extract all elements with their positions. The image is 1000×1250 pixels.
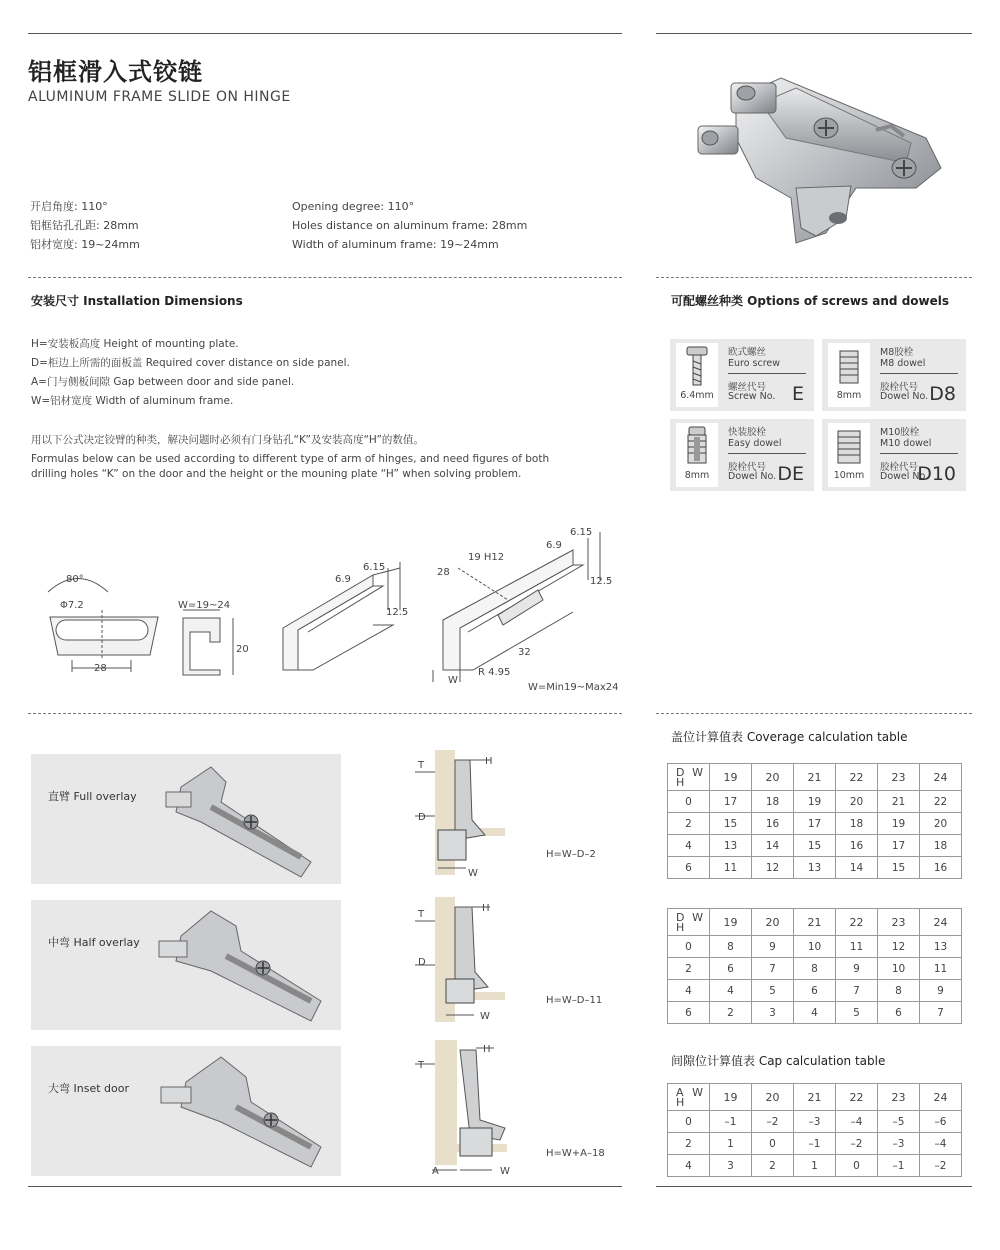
cap-table: [667, 1083, 962, 1177]
table-row: [668, 857, 962, 879]
coverage-table-1: [667, 763, 962, 879]
table-row: [668, 813, 962, 835]
table-cell: 17: [794, 813, 836, 835]
hinge-type-label: 中弯 Half overlay: [48, 936, 140, 949]
table-corner: D W H: [668, 764, 710, 791]
screw-name-en: Easy dowel: [728, 438, 782, 449]
screw-code: D10: [917, 463, 956, 485]
col-header: 20: [752, 764, 794, 791]
table-cell: 7: [752, 958, 794, 980]
screw-card-easy: [670, 419, 814, 491]
screw-code-label-cn: 胶栓代号: [880, 462, 919, 473]
col-header: 22: [836, 764, 878, 791]
col-header: 24: [920, 764, 962, 791]
definitions-list: [31, 335, 350, 411]
table-cell: 19: [794, 791, 836, 813]
dim-radius: R 4.95: [478, 667, 511, 678]
spec-en-holes: Holes distance on aluminum frame: 28mm: [292, 219, 528, 232]
table-cell: 8: [710, 936, 752, 958]
table-cell: 0: [668, 936, 710, 958]
table-cell: 15: [794, 835, 836, 857]
dim-6-9-b: 6.9: [546, 540, 562, 551]
screw-name-cn: 快装胶栓: [728, 427, 767, 438]
table-cell: 8: [878, 980, 920, 1002]
specs-cn: [30, 197, 140, 254]
screw-name-en: M10 dowel: [880, 438, 932, 449]
table-cell: –4: [920, 1133, 962, 1155]
divider: [880, 453, 958, 454]
bottom-rule-left: [28, 1186, 622, 1187]
table-cell: –2: [920, 1155, 962, 1177]
table-cell: 2: [668, 1133, 710, 1155]
dim-6-15-a: 6.15: [363, 562, 386, 573]
dim-32: 32: [518, 647, 531, 658]
table-cell: 17: [710, 791, 752, 813]
dim-h: H: [482, 903, 490, 914]
col-header: 22: [836, 1084, 878, 1111]
divider: [728, 453, 806, 454]
page-title-en: ALUMINUM FRAME SLIDE ON HINGE: [28, 89, 291, 105]
dim-d: D: [418, 812, 426, 823]
screw-code-label-cn: 螺丝代号: [728, 382, 767, 393]
dim-t: T: [418, 1060, 425, 1071]
table-cell: 7: [836, 980, 878, 1002]
table-row: [668, 1155, 962, 1177]
table-row: [668, 791, 962, 813]
table-cell: 14: [836, 857, 878, 879]
screw-code: DE: [777, 463, 804, 485]
screw-size: 6.4mm: [680, 390, 714, 401]
divider: [728, 373, 806, 374]
coverage-heading: 盖位计算值表 Coverage calculation table: [671, 730, 908, 744]
table-cell: 4: [668, 980, 710, 1002]
table-cell: 4: [668, 835, 710, 857]
table-cell: 6: [794, 980, 836, 1002]
table-row: [668, 980, 962, 1002]
table-corner: A W H: [668, 1084, 710, 1111]
cap-heading: 间隙位计算值表 Cap calculation table: [671, 1054, 886, 1068]
col-header: 23: [878, 764, 920, 791]
inset-door-hinge-image: [151, 1052, 336, 1172]
dim-pitch: 28: [94, 663, 107, 674]
screw-code-label-en: Dowel No.: [728, 471, 777, 482]
table-cell: 18: [752, 791, 794, 813]
dim-w: W: [500, 1166, 510, 1177]
dim-6-15-b: 6.15: [570, 527, 593, 538]
col-header: 20: [752, 1084, 794, 1111]
col-header: 19: [710, 909, 752, 936]
table-cell: 13: [710, 835, 752, 857]
separator: [28, 713, 622, 714]
table-cell: 13: [794, 857, 836, 879]
col-header: 19: [710, 764, 752, 791]
table-cell: 6: [878, 1002, 920, 1024]
dim-28: 28: [437, 567, 450, 578]
dim-a: A: [432, 1166, 439, 1177]
table-cell: 8: [794, 958, 836, 980]
table-cell: 20: [836, 791, 878, 813]
dim-w: W: [468, 868, 478, 879]
table-cell: –2: [836, 1133, 878, 1155]
table-cell: 0: [668, 1111, 710, 1133]
table-cell: –6: [920, 1111, 962, 1133]
table-cell: 5: [752, 980, 794, 1002]
table-cell: 2: [668, 813, 710, 835]
hinge-type-full-overlay: [31, 754, 341, 884]
table-cell: 19: [878, 813, 920, 835]
table-cell: 6: [710, 958, 752, 980]
table-cell: 0: [668, 791, 710, 813]
dim-hole: Φ7.2: [60, 600, 84, 611]
formula-half-overlay: H=W–D–11: [546, 995, 603, 1006]
table-cell: –5: [878, 1111, 920, 1133]
note-cn: 用以下公式决定铰臂的种类，解决问题时必须有门身钻孔“K”及安装高度“H”的数值。: [31, 434, 424, 446]
table-cell: 10: [794, 936, 836, 958]
table-cell: –1: [710, 1111, 752, 1133]
dim-w: W: [480, 1011, 490, 1022]
hinge-product-image: [676, 68, 956, 253]
bottom-rule-right: [656, 1186, 972, 1187]
screw-card-euro: [670, 339, 814, 411]
table-cell: 4: [794, 1002, 836, 1024]
table-cell: 0: [836, 1155, 878, 1177]
dim-d: D: [418, 957, 426, 968]
full-overlay-schematic: [410, 750, 620, 885]
table-cell: 22: [920, 791, 962, 813]
table-cell: 3: [710, 1155, 752, 1177]
dim-19-h12: 19 H12: [468, 552, 505, 563]
table-cell: 3: [752, 1002, 794, 1024]
table-cell: 15: [710, 813, 752, 835]
dim-12-5-b: 12.5: [590, 576, 613, 587]
formula-inset-door: H=W+A–18: [546, 1148, 605, 1159]
screw-card-m8: [822, 339, 966, 411]
dim-width-range: W=19~24: [178, 600, 231, 611]
col-header: 21: [794, 909, 836, 936]
table-cell: 14: [752, 835, 794, 857]
definition-a: A=门与侧板间隙 Gap between door and side panel.: [31, 376, 295, 388]
table-cell: 18: [920, 835, 962, 857]
dim-height: 20: [236, 644, 249, 655]
table-cell: 11: [920, 958, 962, 980]
table-row: [668, 936, 962, 958]
table-cell: –1: [794, 1133, 836, 1155]
screw-size: 8mm: [684, 470, 710, 481]
half-overlay-schematic: [410, 897, 620, 1032]
table-cell: –2: [752, 1111, 794, 1133]
table-cell: –3: [878, 1133, 920, 1155]
table-corner: D W H: [668, 909, 710, 936]
installation-dimension-drawing: [28, 520, 628, 700]
table-cell: 16: [920, 857, 962, 879]
definition-d: D=柜边上所需的面板盖 Required cover distance on side panel.: [31, 357, 350, 369]
table-row: [668, 835, 962, 857]
table-cell: 1: [710, 1133, 752, 1155]
hinge-type-label: 直臂 Full overlay: [48, 790, 137, 803]
screw-size: 10mm: [833, 470, 865, 481]
screw-code: D8: [929, 383, 956, 405]
table-cell: 5: [836, 1002, 878, 1024]
col-header: 23: [878, 1084, 920, 1111]
table-cell: 9: [836, 958, 878, 980]
top-rule-left: [28, 33, 622, 34]
full-overlay-hinge-image: [161, 762, 336, 880]
table-row: [668, 1002, 962, 1024]
separator: [656, 713, 972, 714]
separator: [656, 277, 972, 278]
spec-cn-holes: 铝框钻孔孔距: 28mm: [30, 219, 139, 232]
note-en-line2: drilling holes “K” on the door and the height or the mouning plate “H” when solving problem.: [31, 468, 522, 480]
table-cell: 0: [752, 1133, 794, 1155]
dim-w: W: [448, 675, 458, 686]
table-cell: 9: [752, 936, 794, 958]
table-row: [668, 1111, 962, 1133]
dim-h: H: [483, 1044, 491, 1055]
screw-code-label-en: Dowel No.: [880, 471, 929, 482]
specs-en: [292, 197, 527, 254]
spec-cn-width: 铝材宽度: 19~24mm: [30, 238, 140, 251]
dim-h: H: [485, 756, 493, 767]
col-header: 24: [920, 909, 962, 936]
top-rule-right: [656, 33, 972, 34]
screw-code-label-cn: 胶栓代号: [880, 382, 919, 393]
dim-6-9-a: 6.9: [335, 574, 351, 585]
col-header: 24: [920, 1084, 962, 1111]
table-cell: 4: [668, 1155, 710, 1177]
hinge-type-inset-door: [31, 1046, 341, 1176]
screw-name-cn: M10胶栓: [880, 427, 920, 438]
dim-angle: 80°: [66, 574, 84, 585]
note-en: [31, 452, 549, 482]
table-cell: –1: [878, 1155, 920, 1177]
col-header: 23: [878, 909, 920, 936]
table-cell: 11: [710, 857, 752, 879]
screw-card-m10: [822, 419, 966, 491]
screw-code-label-en: Screw No.: [728, 391, 776, 402]
table-cell: 18: [836, 813, 878, 835]
formula-full-overlay: H=W–D–2: [546, 849, 596, 860]
note-en-line1: Formulas below can be used according to different type of arm of hinges, and need figures of both: [31, 453, 550, 465]
hinge-type-half-overlay: [31, 900, 341, 1030]
table-cell: 2: [668, 958, 710, 980]
table-cell: 21: [878, 791, 920, 813]
table-cell: 6: [668, 1002, 710, 1024]
screw-size: 8mm: [836, 390, 862, 401]
screws-heading: 可配螺丝种类 Options of screws and dowels: [671, 294, 950, 308]
spec-en-angle: Opening degree: 110°: [292, 200, 415, 213]
col-header: 19: [710, 1084, 752, 1111]
screw-name-cn: M8胶栓: [880, 347, 914, 358]
table-cell: 15: [878, 857, 920, 879]
col-header: 21: [794, 764, 836, 791]
table-cell: –3: [794, 1111, 836, 1133]
screw-name-cn: 欧式螺丝: [728, 347, 767, 358]
col-header: 21: [794, 1084, 836, 1111]
table-cell: 12: [878, 936, 920, 958]
inset-door-schematic: [410, 1040, 620, 1180]
dim-w-range: W=Min19~Max24: [528, 682, 619, 693]
hinge-type-label: 大弯 Inset door: [48, 1082, 129, 1095]
table-row: [668, 1133, 962, 1155]
definition-h: H=安装板高度 Height of mounting plate.: [31, 338, 239, 350]
screw-name-en: Euro screw: [728, 358, 781, 369]
spec-cn-angle: 开启角度: 110°: [30, 200, 108, 213]
table-cell: 10: [878, 958, 920, 980]
screw-code-label-en: Dowel No.: [880, 391, 929, 402]
table-cell: 20: [920, 813, 962, 835]
separator: [28, 277, 622, 278]
col-header: 20: [752, 909, 794, 936]
page-title-cn: 铝框滑入式铰链: [28, 58, 203, 86]
divider: [880, 373, 958, 374]
dim-t: T: [418, 909, 425, 920]
dim-t: T: [418, 760, 425, 771]
table-cell: 2: [752, 1155, 794, 1177]
table-cell: 6: [668, 857, 710, 879]
screw-code: E: [791, 383, 804, 405]
table-cell: 1: [794, 1155, 836, 1177]
screw-name-en: M8 dowel: [880, 358, 926, 369]
coverage-table-2: [667, 908, 962, 1024]
table-cell: 16: [836, 835, 878, 857]
screw-code-label-cn: 胶栓代号: [728, 462, 767, 473]
table-cell: 7: [920, 1002, 962, 1024]
spec-en-width: Width of aluminum frame: 19~24mm: [292, 238, 499, 251]
col-header: 22: [836, 909, 878, 936]
install-heading: 安装尺寸 Installation Dimensions: [31, 294, 243, 308]
table-cell: 2: [710, 1002, 752, 1024]
table-cell: 12: [752, 857, 794, 879]
table-cell: 13: [920, 936, 962, 958]
table-cell: 11: [836, 936, 878, 958]
table-cell: 17: [878, 835, 920, 857]
dim-12-5-a: 12.5: [386, 607, 409, 618]
half-overlay-hinge-image: [151, 906, 336, 1026]
table-cell: –4: [836, 1111, 878, 1133]
table-row: [668, 958, 962, 980]
definition-w: W=铝材宽度 Width of aluminum frame.: [31, 395, 234, 407]
table-cell: 16: [752, 813, 794, 835]
table-cell: 4: [710, 980, 752, 1002]
table-cell: 9: [920, 980, 962, 1002]
